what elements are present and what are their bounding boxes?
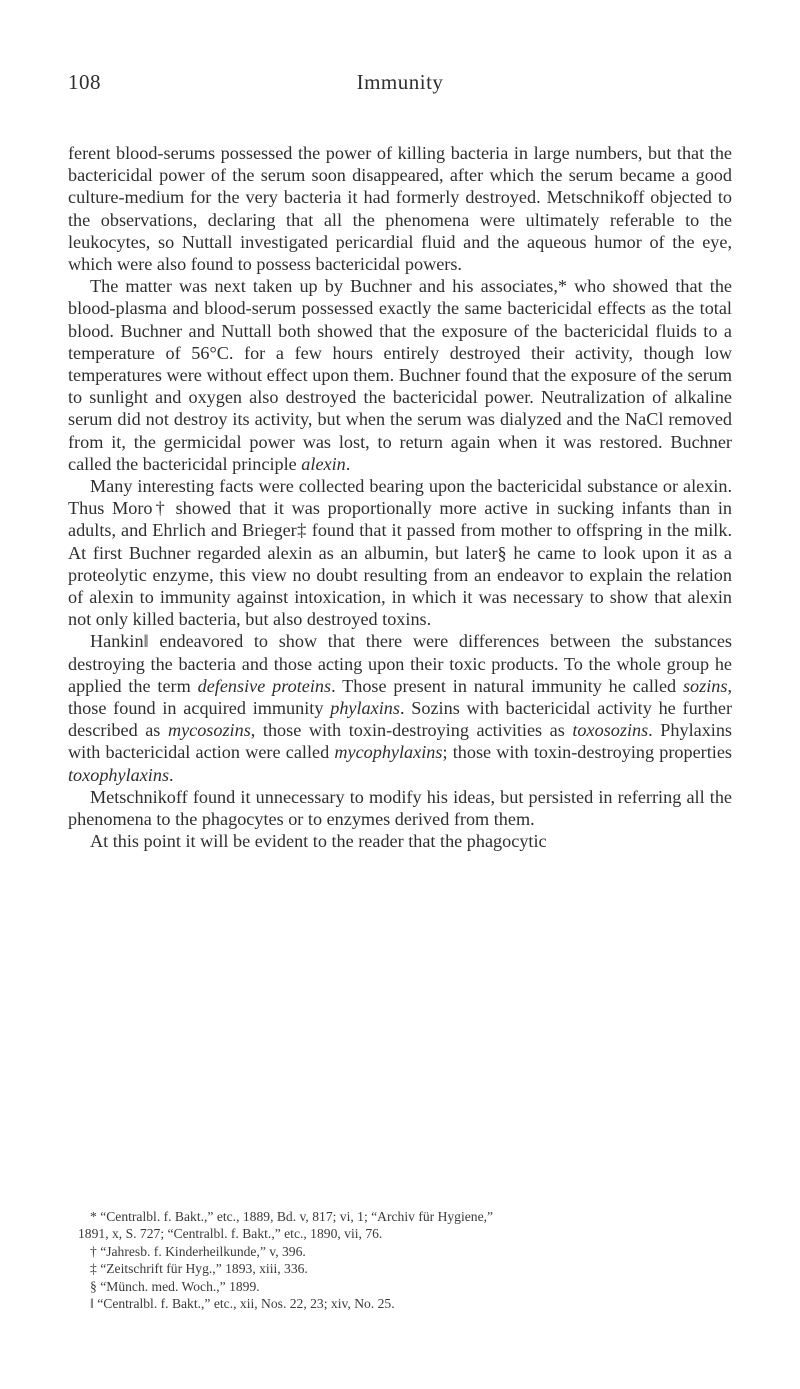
paragraph (68, 830, 732, 852)
paragraph (68, 630, 732, 785)
footnotes (68, 1208, 732, 1312)
text-run: The matter was next taken up by Buchner and his associates,* who showed that the blood-plasma and blood-serum possessed exactly the same bactericidal effects as the total blood. Buchner and Nuttall both showed that the exposure of the bactericidal fluids to a temperature of 56°C. for a few hours entirely destroyed their activity, though low temperatures were without effect upon them. Buchner found that the exposure of the serum to sunlight and oxygen also destroyed the bactericidal power. Neutralization of alkaline serum did not destroy its activity, but when the serum was dialyzed and the NaCl removed from it, the germicidal power was lost, to return again when it was restored. Buchner called the bactericidal principle (68, 276, 732, 474)
footnote: ‖ “Centralbl. f. Bakt.,” etc., xii, Nos. 22, 23; xiv, No. 25. (90, 1296, 395, 1312)
paragraph (68, 786, 732, 830)
text-run: Many interesting facts were collected bearing upon the bactericidal substance or alexin. Thus Moro† showed that it was proportionally more active in sucking infants than in adults, and Ehrlich and Brieger‡ found that it passed from mother to offspring in the milk. At first Buchner regarded alexin as an albumin, but later§ he came to look upon it as a proteolytic enzyme, this view no doubt resulting from an endeavor to explain the relation of alexin to immunity against intoxication, in which it was necessary to show that alexin not only killed bacteria, but also destroyed toxins. (68, 476, 732, 630)
text-run: , those with toxin-destroying activities as (250, 720, 573, 741)
italic-term: mycophylaxins (334, 742, 443, 763)
italic-term: toxophylaxins (68, 764, 170, 785)
footnote: ‡ “Zeitschrift für Hyg.,” 1893, xiii, 336. (90, 1261, 308, 1277)
italic-term: alexin (301, 453, 346, 474)
footnote: § “Münch. med. Woch.,” 1899. (90, 1278, 260, 1294)
italic-term: mycosozins (167, 720, 251, 741)
page-header (68, 70, 732, 100)
paragraph (68, 142, 732, 275)
paragraph (68, 275, 732, 475)
italic-term: defensive proteins (197, 675, 332, 696)
text-run: , those found in acquired immunity (68, 675, 732, 719)
text-run: . (345, 453, 351, 474)
text-run: ; those with toxin-destroying properties (442, 742, 732, 763)
paragraph (68, 475, 732, 630)
footnote: * “Centralbl. f. Bakt.,” etc., 1889, Bd. v, 817; vi, 1; “Archiv für Hygiene,” (90, 1209, 494, 1224)
footnote: 1891, x, S. 727; “Centralbl. f. Bakt.,” etc., 1890, vii, 76. (78, 1226, 383, 1242)
page-number: 108 (68, 70, 101, 94)
body-text (68, 142, 732, 853)
text-run: Hankin‖ endeavored to show that there were differences between the substances destroying the bacteria and those acting upon their toxic products. To the whole group he applied the term (68, 631, 732, 696)
text-run: . Those present in natural immunity he called (331, 675, 683, 696)
text-run: . Sozins with bactericidal activity he further described as (68, 698, 733, 741)
italic-term: phylaxins (330, 698, 400, 719)
running-title: Immunity (356, 70, 444, 94)
text-run: Metschnikoff found it unnecessary to modify his ideas, but persisted in referring all the phenomena to the phagocytes or to enzymes derived from them. (68, 786, 732, 830)
italic-term: sozins (682, 675, 728, 696)
italic-term: toxosozins (572, 720, 649, 741)
text-run: At this point it will be evident to the reader that the phagocytic (90, 831, 547, 852)
text-run: . Phylaxins with bactericidal action were called (68, 720, 733, 763)
text-run: ferent blood-serums possessed the power of killing bacteria in large numbers, but that the bactericidal power of the serum soon disappeared, after which the serum became a good culture-medium for the very bacteria it had formerly destroyed. Metschnikoff objected to the observations, declaring that all the phenomena were ultimately referable to the leukocytes, so Nuttall investigated pericardial fluid and the aqueous humor of the eye, which were also found to possess bactericidal powers. (68, 143, 732, 275)
text-run: . (169, 764, 174, 785)
footnote: † “Jahresb. f. Kinderheilkunde,” v, 396. (90, 1243, 306, 1259)
